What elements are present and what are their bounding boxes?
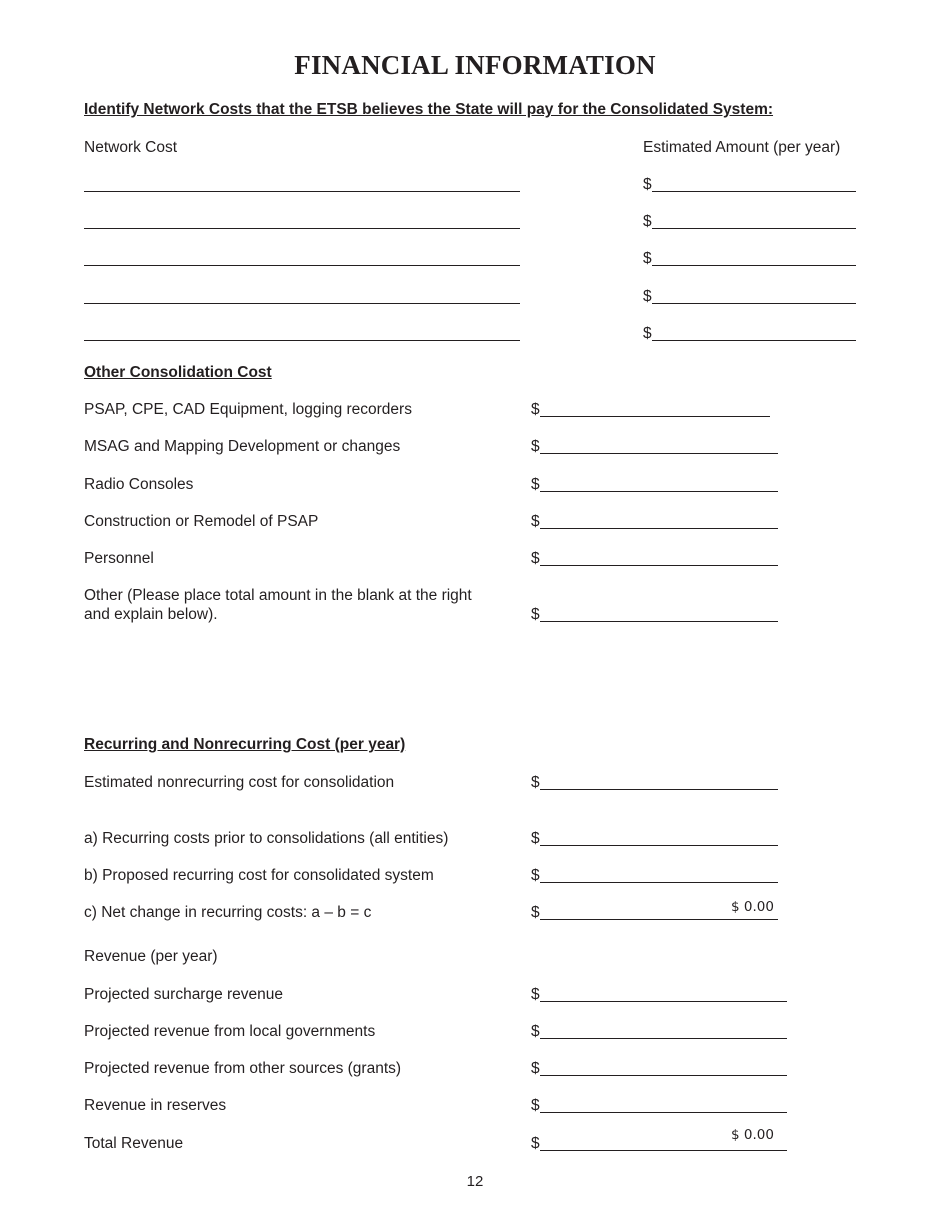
other-sources-revenue-amount-field[interactable] [540, 1075, 787, 1076]
network-cost-field[interactable] [84, 191, 520, 192]
recurring-prior-amount-field[interactable] [540, 845, 778, 846]
page-title: FINANCIAL INFORMATION [294, 50, 656, 80]
recurring-nonrecurring-heading: Recurring and Nonrecurring Cost (per year) [84, 736, 406, 753]
dollar-sign: $ [531, 438, 540, 455]
other-explain-label-line1: Other (Please place total amount in the blank at the right [84, 587, 472, 604]
psap-equipment-amount-field[interactable] [540, 416, 770, 417]
dollar-sign: $ [531, 476, 540, 493]
estimated-amount-column-header: Estimated Amount (per year) [643, 139, 841, 156]
local-government-revenue-label: Projected revenue from local governments [84, 1023, 376, 1040]
network-cost-field[interactable] [84, 228, 520, 229]
proposed-recurring-amount-field[interactable] [540, 882, 778, 883]
msag-mapping-label: MSAG and Mapping Development or changes [84, 438, 401, 455]
psap-equipment-label: PSAP, CPE, CAD Equipment, logging recorders [84, 401, 412, 418]
dollar-sign: $ [643, 176, 652, 193]
page-number: 12 [466, 1173, 484, 1190]
dollar-sign: $ [531, 1135, 540, 1152]
msag-mapping-amount-field[interactable] [540, 453, 778, 454]
network-cost-column-header: Network Cost [84, 139, 178, 156]
total-revenue-amount-field[interactable] [540, 1150, 787, 1151]
net-change-value: $ 0.00 [731, 899, 774, 915]
other-consolidation-heading: Other Consolidation Cost [84, 364, 272, 381]
dollar-sign: $ [643, 213, 652, 230]
net-change-label: c) Net change in recurring costs: a – b = c [84, 904, 372, 921]
network-cost-field[interactable] [84, 303, 520, 304]
network-cost-field[interactable] [84, 340, 520, 341]
nonrecurring-cost-label: Estimated nonrecurring cost for consolidation [84, 774, 395, 791]
dollar-sign: $ [531, 1060, 540, 1077]
network-costs-heading: Identify Network Costs that the ETSB believes the State will pay for the Consolidated System: [84, 101, 774, 118]
radio-consoles-label: Radio Consoles [84, 476, 194, 493]
network-amount-field[interactable] [652, 303, 856, 304]
dollar-sign: $ [643, 325, 652, 342]
other-sources-revenue-label: Projected revenue from other sources (grants) [84, 1060, 402, 1077]
network-cost-field[interactable] [84, 265, 520, 266]
total-revenue-value: $ 0.00 [731, 1127, 774, 1143]
dollar-sign: $ [531, 1097, 540, 1114]
personnel-amount-field[interactable] [540, 565, 778, 566]
dollar-sign: $ [531, 1023, 540, 1040]
reserves-revenue-label: Revenue in reserves [84, 1097, 227, 1114]
dollar-sign: $ [531, 774, 540, 791]
network-amount-field[interactable] [652, 228, 856, 229]
radio-consoles-amount-field[interactable] [540, 491, 778, 492]
proposed-recurring-label: b) Proposed recurring cost for consolidated system [84, 867, 434, 884]
recurring-prior-label: a) Recurring costs prior to consolidations (all entities) [84, 830, 449, 847]
personnel-label: Personnel [84, 550, 154, 567]
surcharge-revenue-amount-field[interactable] [540, 1001, 787, 1002]
network-amount-field[interactable] [652, 191, 856, 192]
dollar-sign: $ [643, 288, 652, 305]
dollar-sign: $ [531, 986, 540, 1003]
network-amount-field[interactable] [652, 265, 856, 266]
dollar-sign: $ [531, 867, 540, 884]
surcharge-revenue-label: Projected surcharge revenue [84, 986, 284, 1003]
dollar-sign: $ [531, 550, 540, 567]
local-government-revenue-amount-field[interactable] [540, 1038, 787, 1039]
reserves-revenue-amount-field[interactable] [540, 1112, 787, 1113]
construction-remodel-label: Construction or Remodel of PSAP [84, 513, 319, 530]
network-amount-field[interactable] [652, 340, 856, 341]
dollar-sign: $ [531, 904, 540, 921]
other-amount-field[interactable] [540, 621, 778, 622]
revenue-heading: Revenue (per year) [84, 948, 218, 965]
dollar-sign: $ [531, 606, 540, 623]
total-revenue-label: Total Revenue [84, 1135, 184, 1152]
other-explain-label-line2: and explain below). [84, 606, 218, 623]
nonrecurring-cost-amount-field[interactable] [540, 789, 778, 790]
net-change-amount-field[interactable] [540, 919, 778, 920]
construction-remodel-amount-field[interactable] [540, 528, 778, 529]
dollar-sign: $ [531, 513, 540, 530]
dollar-sign: $ [643, 250, 652, 267]
dollar-sign: $ [531, 401, 540, 418]
dollar-sign: $ [531, 830, 540, 847]
